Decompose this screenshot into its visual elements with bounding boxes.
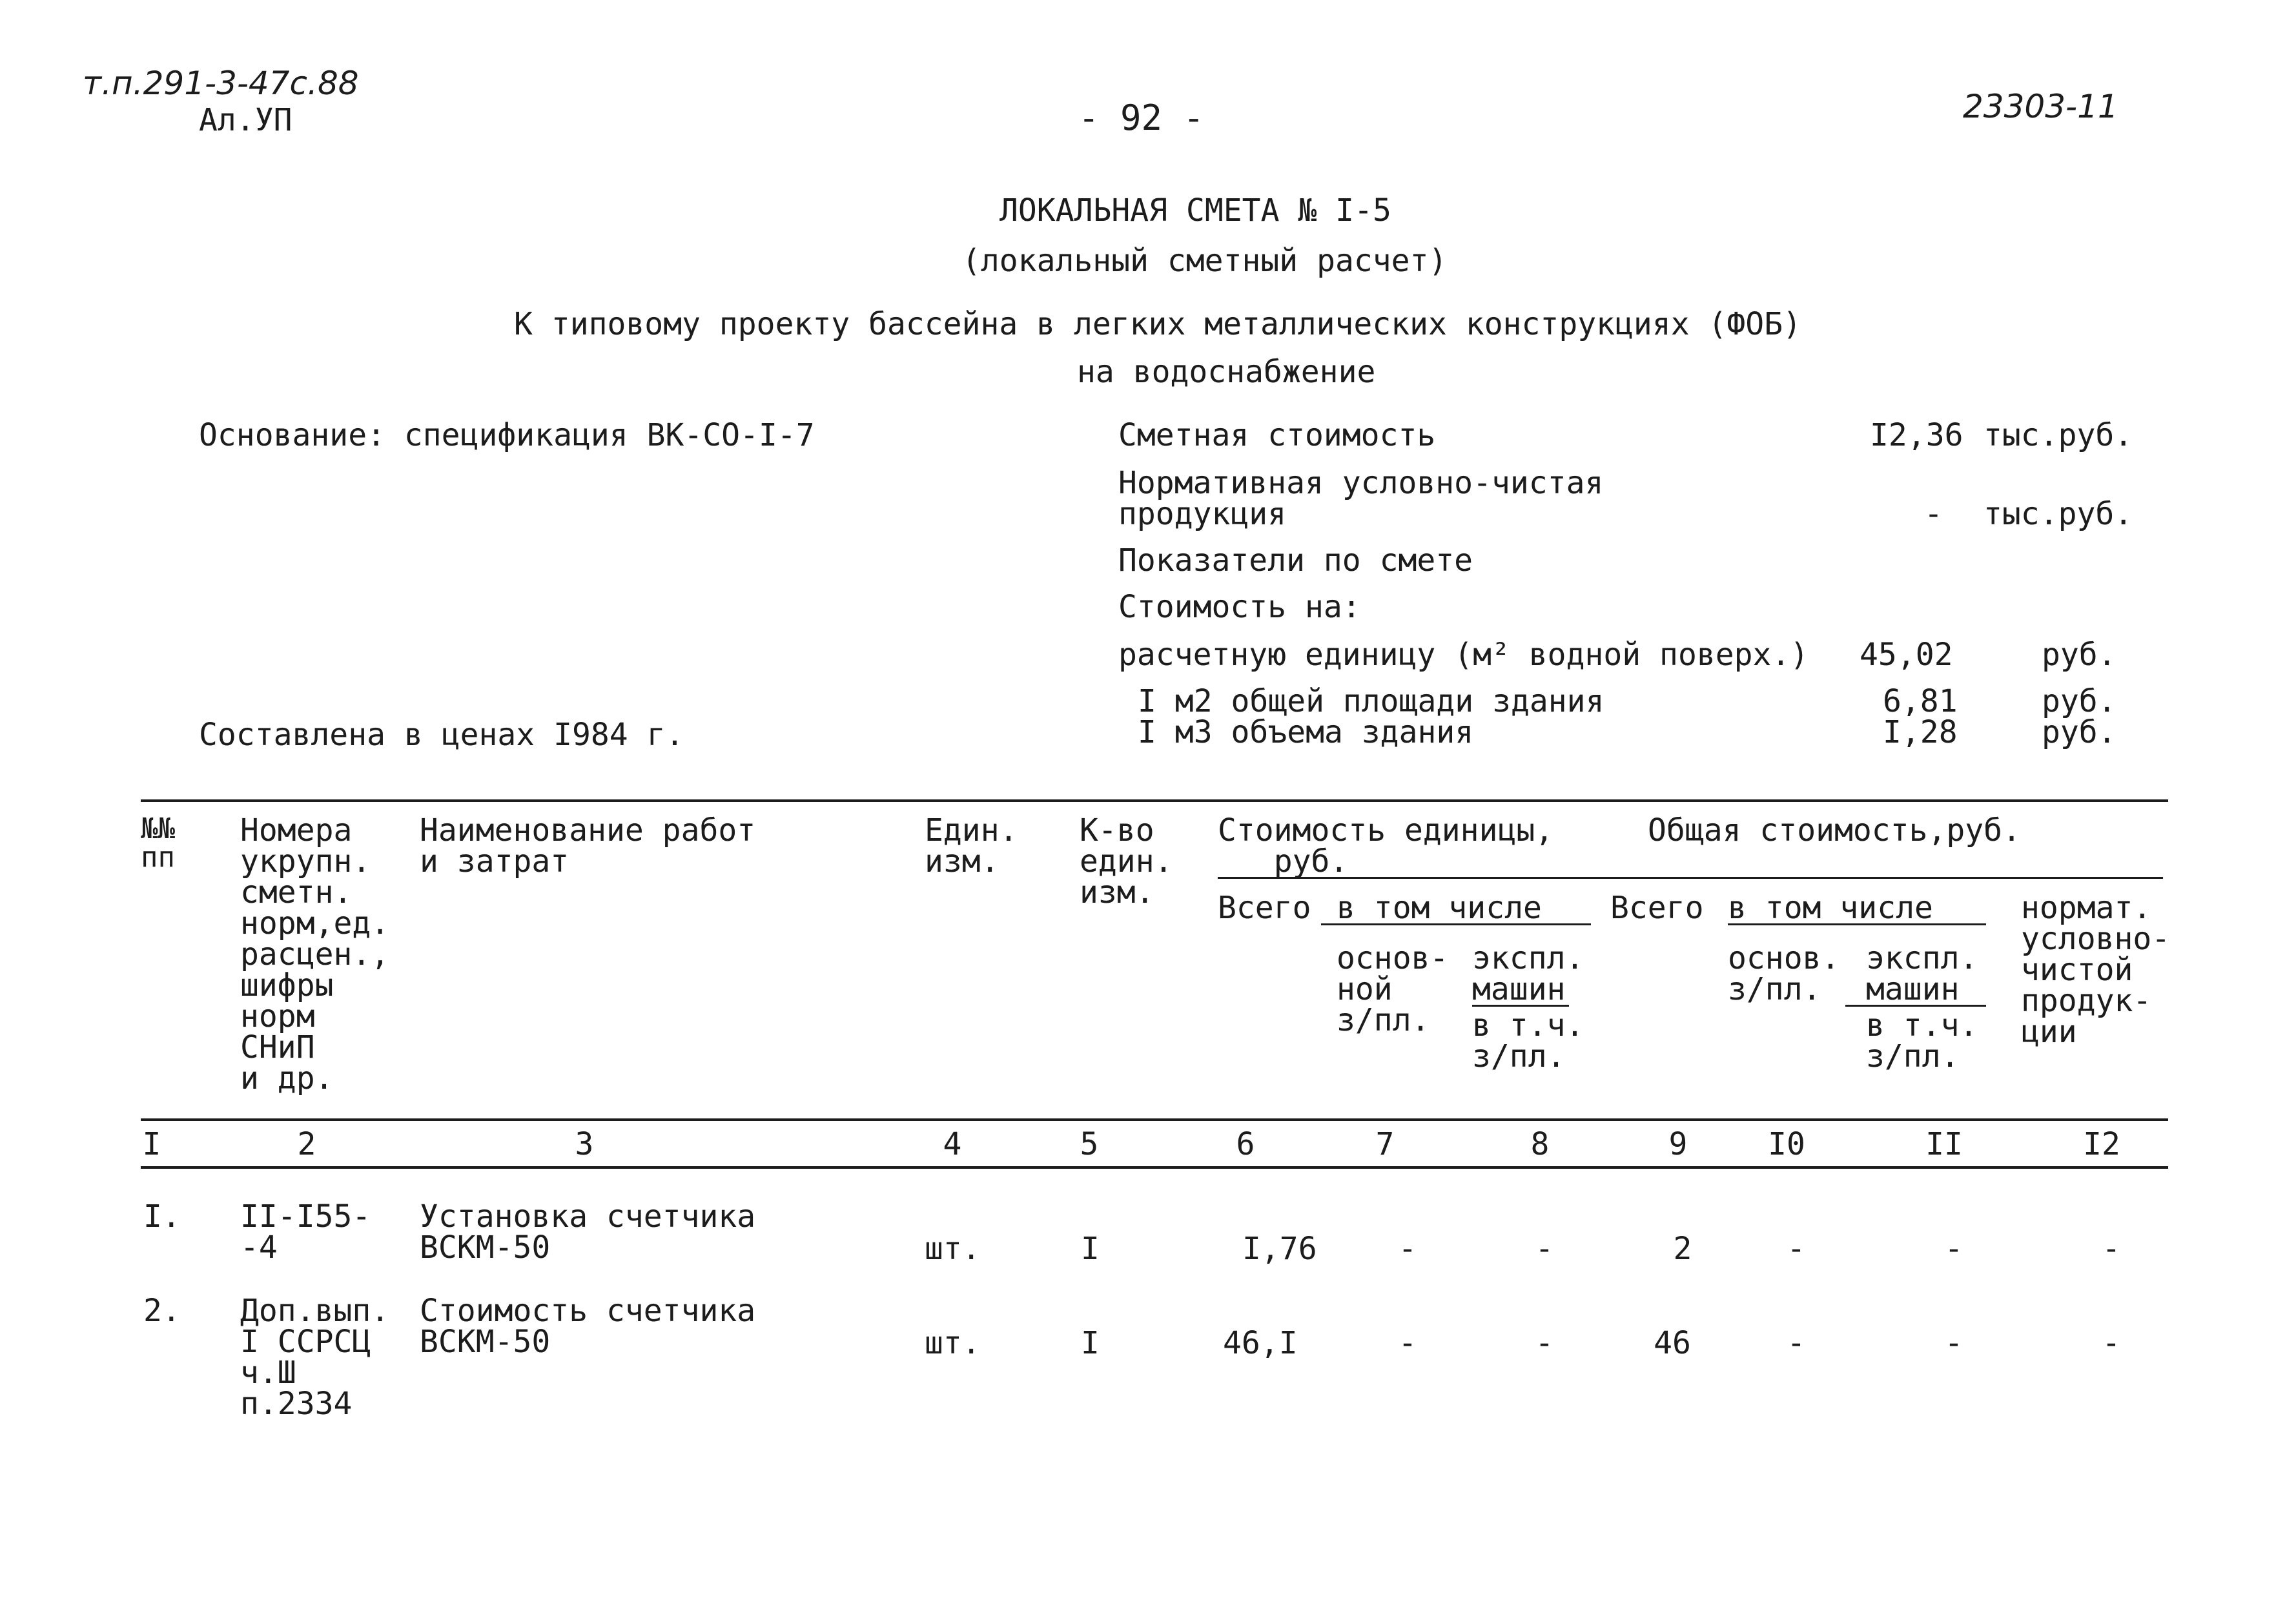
estimate-cost-value: I2,36 <box>1870 417 1963 453</box>
cost-per-label: Стоимость на: <box>1118 589 1361 625</box>
compiled-text: Составлена в ценах I984 г. <box>199 717 684 753</box>
header-incl-wage-b: в т.ч. з/пл. <box>1866 1007 1978 1074</box>
header-machines-b: экспл. машин <box>1866 940 1978 1007</box>
table-top-rule <box>141 799 2168 802</box>
column-number: 4 <box>943 1126 962 1162</box>
header-total-b: Всего <box>1610 890 1704 926</box>
row-unit-machines: - <box>1535 1231 1554 1267</box>
row-code: II-I55- -4 <box>240 1198 371 1266</box>
basis-text: Основание: спецификация ВК-СО-I-7 <box>199 417 815 453</box>
area-unit: руб. <box>2042 683 2117 719</box>
indicators-label: Показатели по смете <box>1118 542 1473 579</box>
row-unit-total: I,76 <box>1242 1231 1317 1267</box>
row-qty: I <box>1081 1325 1100 1361</box>
header-base-wage-b: основ. з/пл. <box>1728 940 1840 1007</box>
row-unit-machines: - <box>1535 1325 1554 1361</box>
title-line-4: на водоснабжение <box>1077 354 1376 390</box>
page-number: - 92 - <box>1078 98 1205 138</box>
column-number: I0 <box>1768 1126 1805 1162</box>
row-unit-total: 46,I <box>1223 1325 1298 1361</box>
column-number: 6 <box>1236 1126 1255 1162</box>
column-number: 9 <box>1668 1126 1688 1162</box>
row-total-machines: - <box>1944 1325 1963 1361</box>
row-total: 2 <box>1673 1231 1692 1267</box>
row-unit-base: - <box>1398 1325 1417 1361</box>
title-line-1: ЛОКАЛЬНАЯ СМЕТА № I-5 <box>999 192 1391 229</box>
estimate-cost-label: Сметная стоимость <box>1118 417 1436 453</box>
row-number: 2. <box>143 1293 181 1329</box>
title-line-3: К типовому проекту бассейна в легких металлических конструкциях (ФОБ) <box>514 306 1801 342</box>
header-net-product: нормат. условно- чистой продук- ции <box>2021 890 2171 1050</box>
row-name: Установка счетчика ВСКМ-50 <box>420 1198 756 1266</box>
area-label: I м2 общей площади здания <box>1138 683 1604 719</box>
row-total-base: - <box>1787 1231 1806 1267</box>
row-total: 46 <box>1654 1325 1691 1361</box>
row-net: - <box>2102 1231 2121 1267</box>
estimate-cost-unit: тыс.руб. <box>1983 417 2133 453</box>
title-line-2: (локальный сметный расчет) <box>962 243 1448 279</box>
row-total-base: - <box>1787 1325 1806 1361</box>
unit-label: расчетную единицу (м² водной поверх.) <box>1118 637 1809 673</box>
row-net: - <box>2102 1325 2121 1361</box>
header-bottom-rule <box>141 1118 2168 1121</box>
column-numbers-rule <box>141 1166 2168 1169</box>
header-col-code: Номера укрупн. сметн. норм,ед. расцен., шифры норм СНиП и др. <box>240 812 390 1096</box>
row-qty: I <box>1081 1231 1100 1267</box>
header-incl-wage-a: в т.ч. з/пл. <box>1472 1007 1584 1074</box>
header-base-wage-a: основ- ной з/пл. <box>1337 940 1449 1038</box>
row-code: Доп.вып. I ССРСЦ ч.Ш п.2334 <box>240 1293 390 1422</box>
header-incl-a: в том числе <box>1337 890 1542 926</box>
column-number: 7 <box>1375 1126 1395 1162</box>
header-machines-a: экспл. машин <box>1472 940 1584 1007</box>
header-incl-b: в том числе <box>1728 890 1933 926</box>
header-col-name: Наименование работ и затрат <box>420 812 756 879</box>
area-value: 6,81 <box>1883 683 1958 719</box>
row-unit-base: - <box>1398 1231 1417 1267</box>
net-product-unit: тыс.руб. <box>1983 496 2133 532</box>
header-col-unit: Един. изм. <box>925 812 1018 879</box>
column-number: II <box>1925 1126 1963 1162</box>
doc-code: т.п.291-3-47с.88 <box>83 65 359 102</box>
column-number: 8 <box>1530 1126 1550 1162</box>
header-total-a: Всего <box>1218 890 1311 926</box>
header-total-cost: Общая стоимость,руб. <box>1648 812 2021 848</box>
volume-value: I,28 <box>1883 714 1958 750</box>
column-number: 5 <box>1080 1126 1099 1162</box>
row-number: I. <box>143 1198 181 1235</box>
column-number: 3 <box>575 1126 594 1162</box>
volume-label: I м3 объема здания <box>1138 714 1474 750</box>
net-product-label: Нормативная условно-чистая продукция <box>1118 465 1604 532</box>
unit-value: 45,02 <box>1860 637 1953 673</box>
unit-unit: руб. <box>2042 637 2117 673</box>
row-unit: шт. <box>925 1231 981 1267</box>
column-number: I2 <box>2083 1126 2120 1162</box>
volume-unit: руб. <box>2042 714 2117 750</box>
inventory-number: 23303-11 <box>1963 88 2118 125</box>
row-total-machines: - <box>1944 1231 1963 1267</box>
header-col-number: №№ пп <box>141 812 175 874</box>
album-label: Ал.УП <box>199 102 292 138</box>
column-number: 2 <box>297 1126 316 1162</box>
row-name: Стоимость счетчика ВСКМ-50 <box>420 1293 756 1360</box>
cost-group-rule <box>1218 877 2163 879</box>
header-unit-cost: Стоимость единицы, руб. <box>1218 812 1554 879</box>
header-col-qty: К-во един. изм. <box>1080 812 1173 910</box>
net-product-value: - <box>1924 496 1943 532</box>
column-number: I <box>142 1126 161 1162</box>
row-unit: шт. <box>925 1325 981 1361</box>
